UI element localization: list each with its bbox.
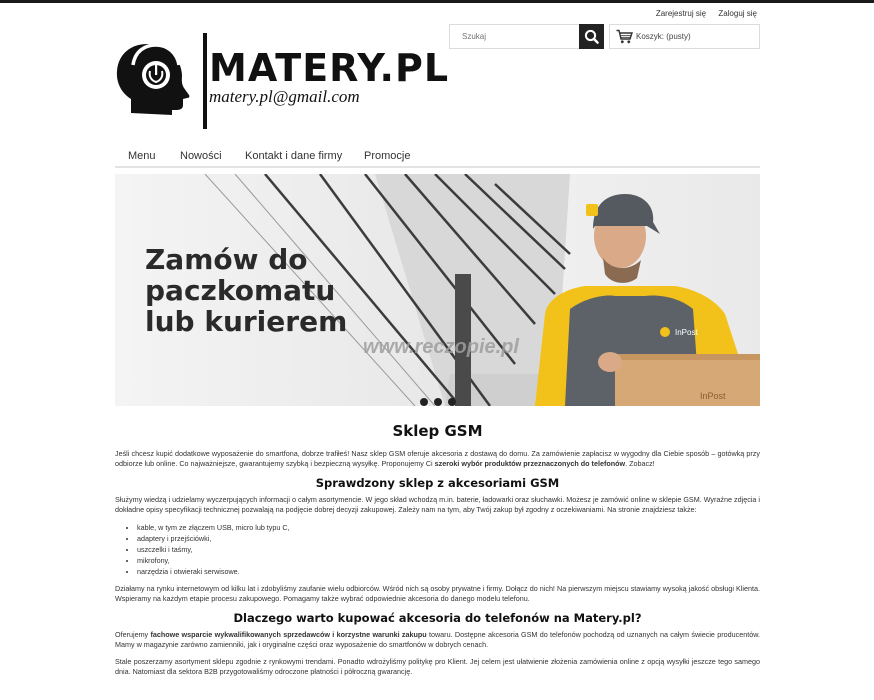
hero-line-1: Zamów do [145, 243, 308, 276]
vest-logo: InPost [675, 328, 698, 337]
nav-item-contact[interactable]: Kontakt i dane firmy [245, 150, 343, 162]
paragraph-4 [115, 630, 760, 650]
search-input[interactable] [450, 25, 582, 48]
list-item: • narzędzia i otwieraki serwisowe. [137, 566, 760, 577]
list-item: • adaptery i przejściówki, [137, 533, 760, 544]
box-logo: InPost [700, 391, 726, 401]
product-list [115, 522, 760, 577]
logo-divider [203, 33, 207, 129]
intro-bold: szeroki wybór produktów przeznaczonych do telefonów [434, 459, 626, 468]
shop-description [115, 422, 760, 684]
logo-email: matery.pl@gmail.com [209, 87, 360, 106]
section-heading-1: Sprawdzony sklep z akcesoriami GSM [315, 476, 560, 490]
paragraph-5: Stale poszerzamy asortyment sklepu zgodnie z rynkowymi trendami. Ponadto wdrożyliśmy politykę pro Klient. Jej celem jest ułatwienie złożenia zamówienia online z opcją wysyłki jeszcze tego samego dnia. Natomiast dla sektora B2B przygotowaliśmy odroczone płatności i półroczną gwarancję. [115, 657, 760, 676]
nav-item-new[interactable]: Nowości [180, 150, 222, 162]
paragraph-2: Służymy wiedzą i udzielamy wyczerpujących informacji o całym asortymencie. W jego skład wchodzą m.in. baterie, ładowarki oraz słuchawki. Możesz je zamówić online w sklepie GSM. Wyraźne zdjęcia i dokładne opisy specyfikacji technicznej pozwalają na podjęcie dobrej decyzji zakupowej. Zależy nam na tym, aby Twój zakup był zgodny z oczekiwaniami. Na stronie znajdziesz także: [115, 495, 760, 514]
register-link[interactable]: Zarejestruj się [655, 9, 707, 18]
hero-line-3: lub kurierem [145, 305, 348, 338]
slider-dot-1[interactable] [420, 398, 428, 406]
list-item: • uszczelki i taśmy, [137, 544, 760, 555]
hero-headline [145, 244, 347, 337]
slider-dot-2[interactable] [434, 398, 442, 406]
slider-dots [115, 393, 760, 406]
user-links [646, 9, 757, 18]
hero-slider[interactable] [115, 174, 760, 406]
top-bar [0, 0, 874, 3]
p4-end: towaru. Dostępne akcesoria GSM do telefonów pochodzą od uznanych na całym świecie producentów. Mamy w magazynie zarówno zamienniki, jak i oryginalne części oraz wyposażenie do smartfonów w dobrych cenach. [115, 630, 760, 649]
cart-button[interactable] [609, 24, 760, 49]
cart-icon [616, 29, 633, 44]
hero-line-2: paczkomatu [145, 274, 336, 307]
search-icon [579, 24, 604, 49]
intro-text: Jeśli chcesz kupić dodatkowe wyposażenie do smartfona, dobrze trafiłeś! Nasz sklep GSM oferuje akcesoria z dostawą do domu. Za zamówienie zapłacisz w wygodny dla Ciebie sposób – gotówką przy odbiorze lub online. Co najważniejsze, gwarantujemy szybką i bezpieczną wysyłkę. Proponujemy Ci [115, 449, 760, 468]
intro-end: . Zobacz! [625, 459, 655, 468]
search-button[interactable] [579, 24, 604, 49]
list-item: • mikrofony, [137, 555, 760, 566]
p4-text: Oferujemy [115, 630, 151, 639]
section-heading-2: Dlaczego warto kupować akcesoria do telefonów na Matery.pl? [233, 611, 642, 625]
slider-dot-3[interactable] [448, 398, 456, 406]
paragraph-3: Działamy na rynku internetowym od kilku lat i zdobyliśmy zaufanie wielu odbiorców. Wśród nich są osoby prywatne i firmy. Dołącz do nich! Na pierwszym miejscu stawiamy wysoką jakość obsługi Klienta. Wspieramy na każdym etapie procesu zakupowego. Pomagamy także wybrać odpowiednie akcesoria do danego modelu telefonu. [115, 584, 760, 603]
headphones-head-icon [113, 33, 197, 131]
p4-bold: fachowe wsparcie wykwalifikowanych sprzedawców i korzystne warunki zakupu [150, 630, 427, 639]
list-item: • kable, w tym ze złączem USB, micro lub typu C, [137, 522, 760, 533]
cart-label: Koszyk: (pusty) [636, 32, 691, 41]
intro-paragraph [115, 449, 760, 469]
main-nav [115, 144, 760, 168]
logo-title: MATERY.PL [209, 46, 450, 90]
nav-item-menu[interactable]: Menu [128, 150, 156, 162]
page-title: Sklep GSM [392, 422, 483, 440]
nav-item-promotions[interactable]: Promocje [364, 150, 411, 162]
login-link[interactable]: Zaloguj się [718, 9, 757, 18]
hero-watermark: www.reczopie.pl [363, 336, 519, 358]
